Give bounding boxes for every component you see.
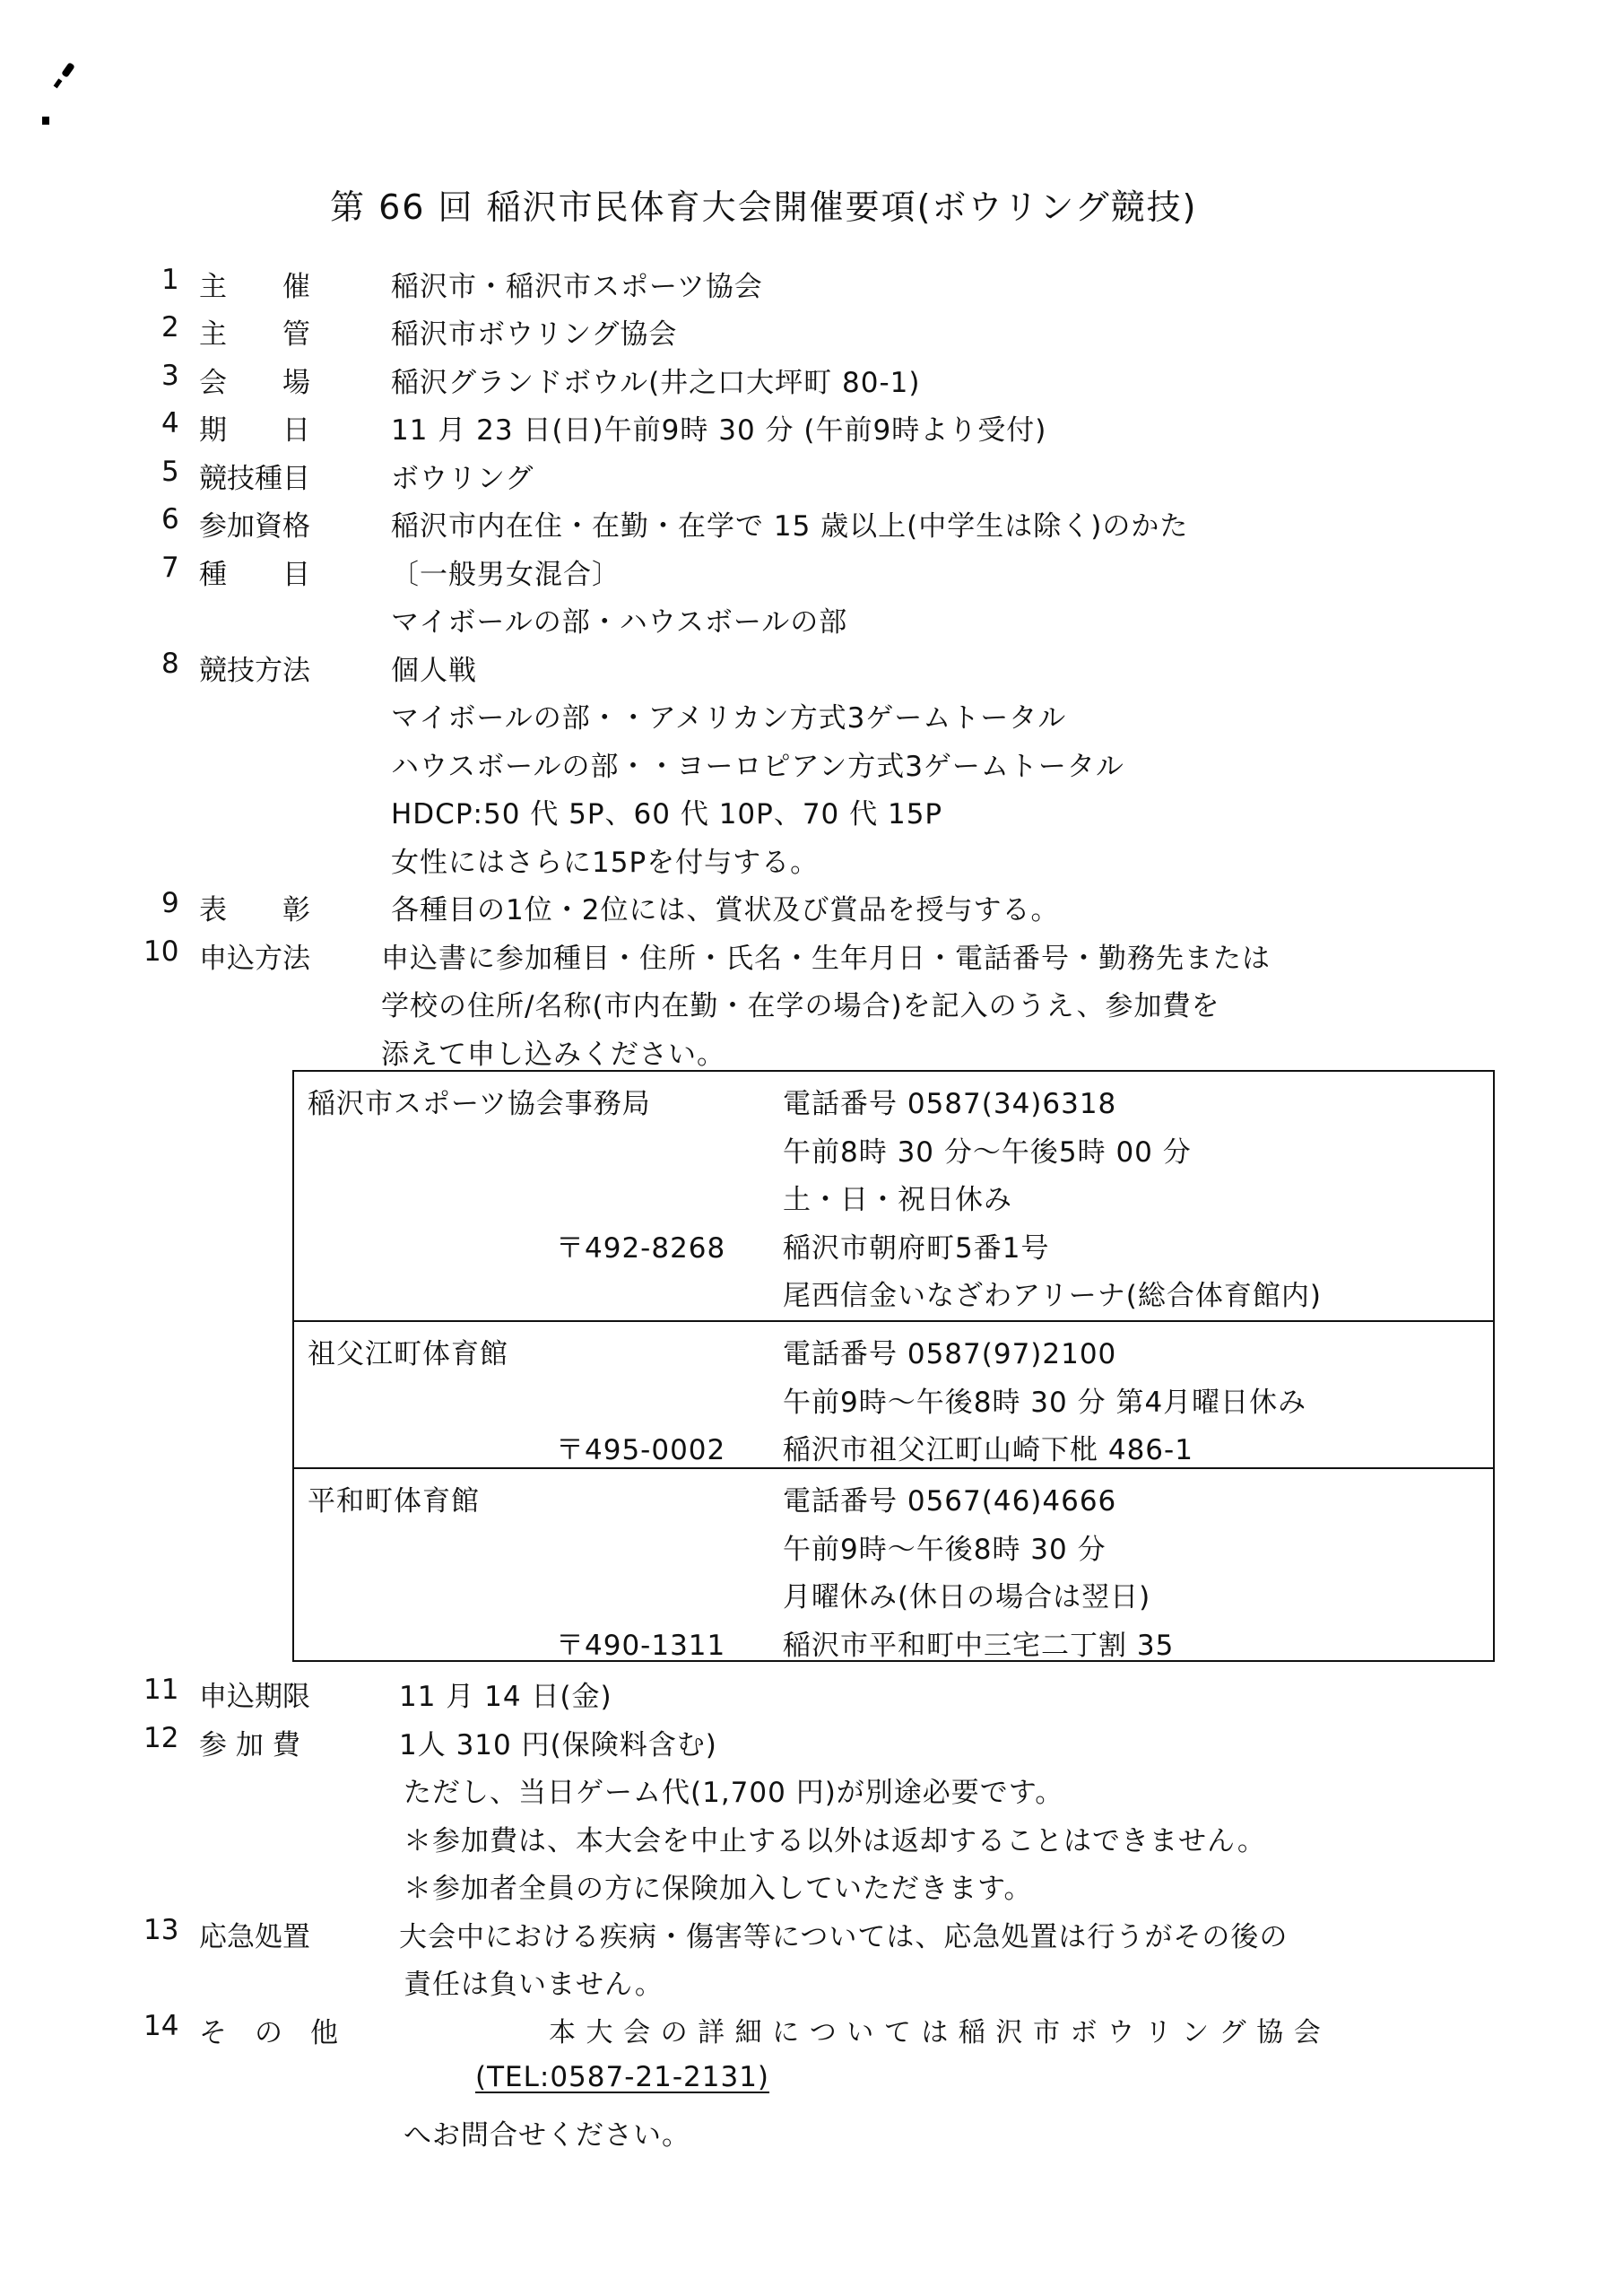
item-label: 申込期限	[199, 1681, 310, 1713]
item-number: 6	[161, 503, 179, 535]
office-phone: 電話番号 0567(46)4666	[783, 1485, 1117, 1518]
office-hours: 午前8時 30 分～午後5時 00 分	[783, 1136, 1192, 1169]
item-number: 1	[161, 264, 179, 296]
item-text: 添えて申し込みください。	[381, 1039, 725, 1071]
item-text: 申込書に参加種目・住所・氏名・生年月日・電話番号・勤務先または	[381, 943, 1271, 975]
item-label: 参加資格	[199, 510, 310, 543]
item-text: 11 月 23 日(日)午前9時 30 分 (午前9時より受付)	[391, 414, 1047, 447]
item-text: 個人戦	[391, 655, 477, 687]
item-number: 5	[161, 456, 179, 488]
item-label: 競技種目	[199, 463, 310, 495]
office-phone: 電話番号 0587(34)6318	[783, 1088, 1117, 1120]
item-text: ＊参加者全員の方に保険加入していただきます。	[404, 1873, 1033, 1905]
item-text: HDCP:50 代 5P、60 代 10P、70 代 15P	[391, 798, 943, 831]
item-text: 女性にはさらに15Pを付与する。	[391, 847, 820, 879]
item-text: ボウリング	[391, 463, 534, 495]
item-number: 2	[161, 311, 179, 344]
item-text: ハウスボールの部・・ヨーロピアン方式3ゲームトータル	[391, 751, 1124, 783]
item-text: マイボールの部・ハウスボールの部	[391, 606, 848, 639]
item-text: へお問合せください。	[404, 2119, 690, 2152]
item-label: 主 管	[199, 318, 310, 351]
item-label: 会 場	[199, 367, 310, 399]
item-text: 〔一般男女混合〕	[391, 559, 621, 591]
item-label: 競技方法	[199, 655, 310, 687]
office-phone: 電話番号 0587(97)2100	[783, 1338, 1117, 1370]
item-text: 大会中における疾病・傷害等については、応急処置は行うがその後の	[399, 1921, 1289, 1953]
scan-mark	[42, 117, 49, 125]
item-number: 14	[143, 2010, 179, 2042]
item-number: 12	[143, 1722, 179, 1754]
item-number: 13	[143, 1914, 179, 1946]
item-label: 申込方法	[199, 943, 310, 975]
item-text: 稲沢グランドボウル(井之口大坪町 80-1)	[391, 367, 921, 399]
item-text: 各種目の1位・2位には、賞状及び賞品を授与する。	[391, 894, 1060, 926]
item-text: 稲沢市・稲沢市スポーツ協会	[391, 271, 763, 303]
office-name: 稲沢市スポーツ協会事務局	[308, 1088, 651, 1120]
office-address: 稲沢市朝府町5番1号	[783, 1232, 1050, 1265]
item-label: そ の 他	[199, 2017, 338, 2049]
item-text: 11 月 14 日(金)	[399, 1681, 612, 1713]
item-number: 10	[143, 935, 179, 968]
scan-mark	[61, 62, 75, 78]
item-text: 稲沢市ボウリング協会	[391, 318, 678, 351]
item-label: 主 催	[199, 271, 310, 303]
office-postal: 〒495-0002	[556, 1434, 726, 1466]
office-building: 尾西信金いなざわアリーナ(総合体育館内)	[783, 1280, 1322, 1312]
item-text: マイボールの部・・アメリカン方式3ゲームトータル	[391, 702, 1067, 735]
item-label: 期 日	[199, 414, 310, 447]
document-title: 第 66 回 稲沢市民体育大会開催要項(ボウリング競技)	[330, 187, 1198, 227]
item-label: 種 目	[199, 559, 310, 591]
scan-mark	[54, 78, 63, 88]
item-text: 稲沢市内在住・在勤・在学で 15 歳以上(中学生は除く)のかた	[391, 510, 1189, 543]
table-row-divider	[292, 1467, 1495, 1469]
office-postal: 〒492-8268	[556, 1232, 726, 1265]
item-text: 学校の住所/名称(市内在勤・在学の場合)を記入のうえ、参加費を	[381, 990, 1220, 1022]
office-name: 平和町体育館	[308, 1485, 480, 1518]
office-hours: 午前9時～午後8時 30 分	[783, 1534, 1107, 1566]
office-closed: 月曜休み(休日の場合は翌日)	[783, 1581, 1151, 1613]
item-text: ＊参加費は、本大会を中止する以外は返却することはできません。	[404, 1825, 1266, 1857]
office-postal: 〒490-1311	[556, 1630, 726, 1662]
item-text: 本 大 会 の 詳 細 に つ い て は 稲 沢 市 ボ ウ リ ン グ 協 会	[549, 2017, 1322, 2048]
item-label: 表 彰	[199, 894, 310, 926]
office-hours: 午前9時～午後8時 30 分 第4月曜日休み	[783, 1387, 1307, 1419]
item-number: 9	[161, 887, 179, 919]
item-number: 8	[161, 648, 179, 680]
table-row-divider	[292, 1320, 1495, 1322]
item-text: ただし、当日ゲーム代(1,700 円)が別途必要です。	[404, 1777, 1064, 1809]
item-number: 7	[161, 552, 179, 584]
item-text: 責任は負いません。	[404, 1969, 664, 2001]
item-label: 応急処置	[199, 1921, 310, 1953]
office-address: 稲沢市平和町中三宅二丁割 35	[783, 1630, 1175, 1662]
item-number: 4	[161, 407, 179, 439]
contact-phone: (TEL:0587-21-2131)	[475, 2061, 770, 2093]
item-text: 1人 310 円(保険料含む)	[399, 1729, 717, 1761]
item-label: 参 加 費	[199, 1729, 300, 1761]
office-closed: 土・日・祝日休み	[783, 1184, 1012, 1216]
item-number: 3	[161, 360, 179, 392]
office-name: 祖父江町体育館	[308, 1338, 508, 1370]
office-address: 稲沢市祖父江町山崎下枇 486-1	[783, 1434, 1193, 1466]
item-number: 11	[143, 1674, 179, 1706]
